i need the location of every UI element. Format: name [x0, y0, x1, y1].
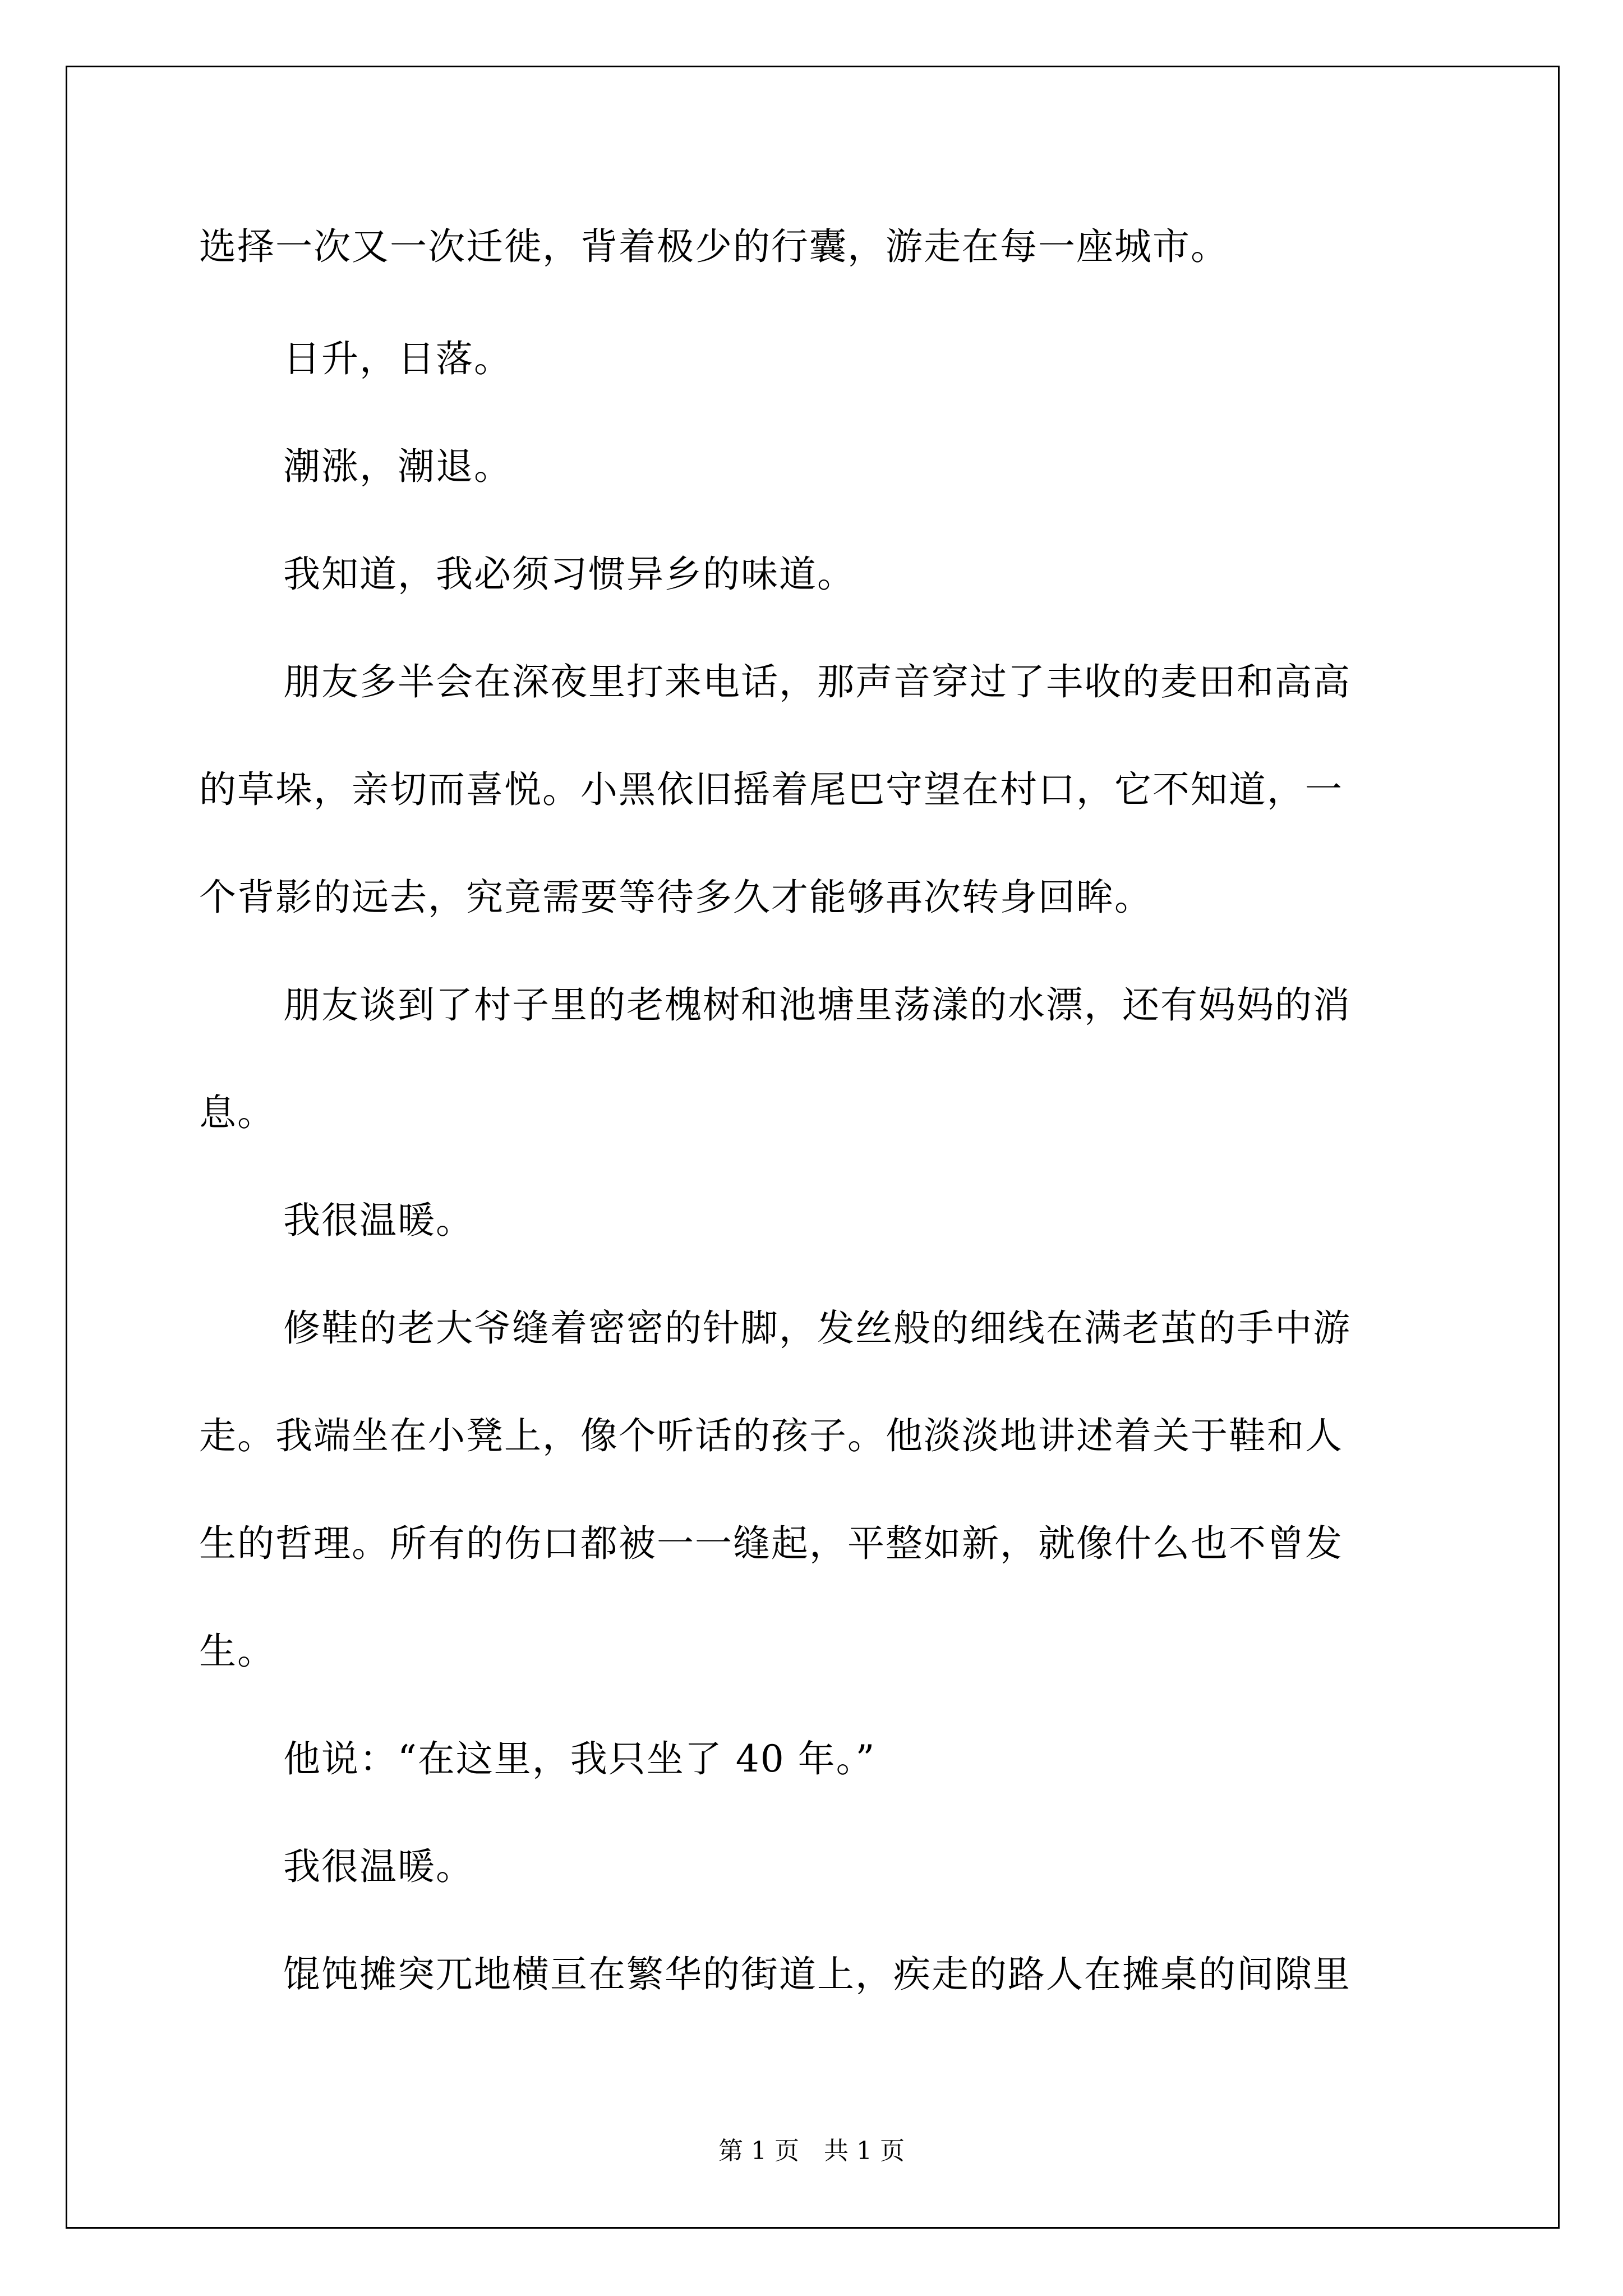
text-line: 息。: [199, 1091, 275, 1134]
text-line: 生的哲理。所有的伤口都被一一缝起，平整如新，就像什么也不曾发: [199, 1522, 1343, 1565]
text-line: 个背影的远去，究竟需要等待多久才能够再次转身回眸。: [199, 876, 1152, 919]
text-line: 朋友多半会在深夜里打来电话，那声音穿过了丰收的麦田和高高: [283, 660, 1351, 703]
text-line: 我很温暖。: [283, 1845, 474, 1888]
text-line: 馄饨摊突兀地横亘在繁华的街道上，疾走的路人在摊桌的间隙里: [283, 1953, 1351, 1996]
text-line: 修鞋的老大爷缝着密密的针脚，发丝般的细线在满老茧的手中游: [283, 1306, 1351, 1350]
text-line: 走。我端坐在小凳上，像个听话的孩子。他淡淡地讲述着关于鞋和人: [199, 1414, 1343, 1457]
text-line: 日升，日落。: [283, 337, 512, 380]
text-line: 选择一次又一次迁徙，背着极少的行囊，游走在每一座城市。: [199, 225, 1229, 268]
page-border: [66, 66, 1560, 2229]
page-footer: 第 1 页 共 1 页: [718, 2137, 905, 2165]
text-line: 生。: [199, 1630, 275, 1673]
text-line: 朋友谈到了村子里的老槐树和池塘里荡漾的水漂，还有妈妈的消: [283, 983, 1351, 1027]
text-line: 我很温暖。: [283, 1199, 474, 1242]
text-line: 潮涨，潮退。: [283, 445, 512, 488]
text-line: 的草垛，亲切而喜悦。小黑依旧摇着尾巴守望在村口，它不知道，一: [199, 768, 1343, 811]
text-line: 我知道，我必须习惯异乡的味道。: [283, 553, 855, 596]
text-line: 他说：“在这里，我只坐了 40 年。”: [283, 1737, 876, 1780]
